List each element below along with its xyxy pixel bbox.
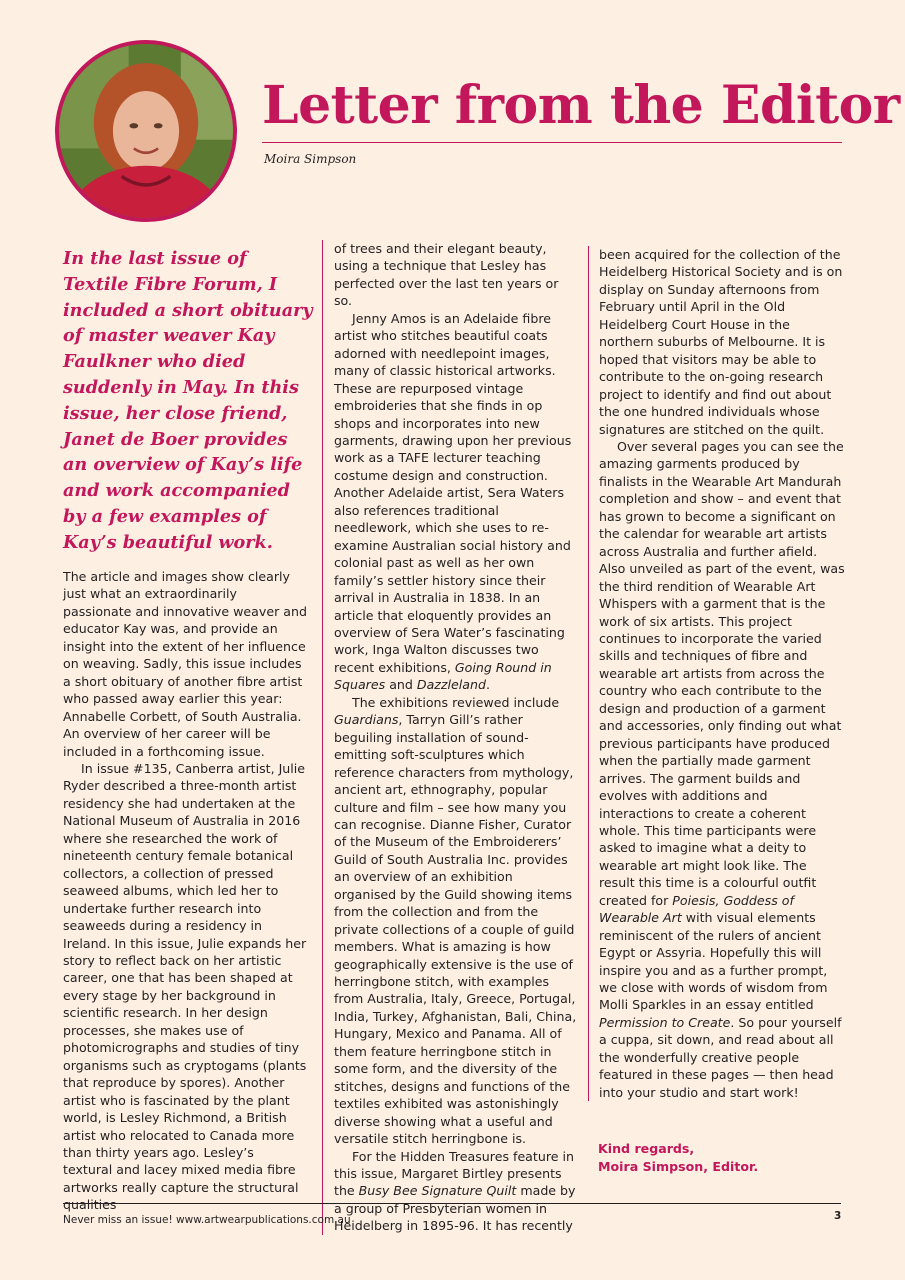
byline: Moira Simpson xyxy=(264,152,357,166)
column-2 xyxy=(322,240,578,1235)
col2-paragraph-2: Jenny Amos is an Adelaide fibre artist who stitches beautiful coats adorned with needlepoint images, many of classic historical artworks. These are repurposed vintage embroideries that she finds in op shops and incorporates into new garments, drawing upon her previous work as a TAFE lecturer teaching costume design and construction. Another Adelaide artist, Sera Waters also references traditional needlework, which she uses to re-examine Australian social history and colonial past as well as her own family’s settler history since their arrival in Australia in 1838. In an article that eloquently provides an overview of Sera Water’s fascinating work, Inga Walton discusses two recent exhibitions, Going Round in Squares and Dazzleland. xyxy=(334,310,572,693)
column-1 xyxy=(63,568,307,1214)
title-divider xyxy=(262,142,842,143)
col2-paragraph-4: For the Hidden Treasures feature in this issue, Margaret Birtley presents the Busy Bee Signature Quilt made by a group of Presbyterian women in Heidelberg in 1895-96. It has recently xyxy=(334,1148,576,1234)
col3-paragraph-1: been acquired for the collection of the Heidelberg Historical Society and is on display on Sunday afternoons from February until April in the Old Heidelberg Court House in the northern suburbs of Melbourne. It is hoped that visitors may be able to contribute to the on-going research project to identify and find out about the one hundred individuals whose signatures are stitched on the quilt. xyxy=(599,247,843,437)
editor-portrait xyxy=(55,40,237,222)
intro-paragraph: In the last issue of Textile Fibre Forum, I included a short obituary of master weaver Kay Faulkner who died suddenly in May. In this issue, her close friend, Janet de Boer provides an overview of Kay’s life and work accompanied by a few examples of Kay’s beautiful work. xyxy=(63,248,313,553)
col1-paragraph-2: In issue #135, Canberra artist, Julie Ryder described a three-month artist residency she had undertaken at the National Museum of Australia in 2016 where she researched the work of nineteenth century female botanical collectors, a collection of pressed seaweed albums, which led her to undertake further research into seaweeds during a residency in Ireland. In this issue, Julie expands her story to reflect back on her artistic career, one that has been shaped at every stage by her background in scientific research. In her design processes, she makes use of photomicrographs and studies of tiny organisms such as cryptogams (plants that reproduce by spores). Another artist who is fascinated by the plant world, is Lesley Richmond, a British artist who relocated to Canada more than thirty years ago. Lesley’s textural and lacey mixed media fibre artworks really capture the structural qualities xyxy=(63,760,307,1213)
page-title: Letter from the Editor xyxy=(262,75,900,136)
col2-paragraph-3: The exhibitions reviewed include Guardians, Tarryn Gill’s rather beguiling installation of sound-emitting soft-sculptures which reference characters from mythology, ancient art, ethnography, popular culture and film – see how many you can recognise. Dianne Fisher, Curator of the Museum of the Embroiderers’ Guild of South Australia Inc. provides an overview of an exhibition organised by the Guild showing items from the collection and from the private collections of a couple of guild members. What is amazing is how geographically extensive is the use of herringbone stitch, with examples from Australia, Italy, Greece, Portugal, India, Turkey, Afghanistan, Bali, China, Hungary, Mexico and Panama. All of them feature herringbone stitch in some form, and the diversity of the stitches, designs and functions of the textiles exhibited was astonishingly diverse showing what a useful and versatile stitch herringbone is. xyxy=(334,694,577,1147)
footer-divider xyxy=(63,1203,841,1204)
col1-paragraph-1: The article and images show clearly just what an extraordinarily passionate and innovative weaver and educator Kay was, and provide an insight into the extent of her influence on weaving. Sadly, this issue includes a short obituary of another fibre artist who passed away earlier this year: Annabelle Corbett, of South Australia. An overview of her career will be included in a forthcoming issue. xyxy=(63,569,307,759)
col2-paragraph-1: of trees and their elegant beauty, using a technique that Lesley has perfected over the last ten years or so. xyxy=(334,241,559,309)
signoff xyxy=(598,1140,758,1175)
signoff-greeting: Kind regards, xyxy=(598,1141,695,1156)
page-number: 3 xyxy=(834,1210,842,1222)
col3-paragraph-2: Over several pages you can see the amazing garments produced by finalists in the Wearable Art Mandurah completion and show – and event that has grown to become a significant on the calendar for wearable art artists across Australia and further afield. Also unveiled as part of the event, was the third rendition of Wearable Art Whispers with a garment that is the work of six artists. This project continues to incorporate the varied skills and techniques of fibre and wearable art artists from across the country who each contribute to the design and production of a garment and accessories, only finding out what previous participants have produced when the partially made garment arrives. The garment builds and evolves with additions and interactions to create a coherent whole. This time participants were asked to imagine what a deity to wearable art might look like. The result this time is a colourful outfit created for Poiesis, Goddess of Wearable Art with visual elements reminiscent of the rulers of ancient Egypt or Assyria. Hopefully this will inspire you and as a further prompt, we close with words of wisdom from Molli Sparkles in an essay entitled Permission to Create. So pour yourself a cuppa, sit down, and read about all the wonderfully creative people featured in these pages — then head into your studio and start work! xyxy=(599,438,845,1100)
signoff-signature: Moira Simpson, Editor. xyxy=(598,1158,759,1174)
footer-link-text[interactable]: Never miss an issue! www.artwearpublications.com.au xyxy=(63,1214,351,1226)
column-3 xyxy=(588,246,845,1101)
